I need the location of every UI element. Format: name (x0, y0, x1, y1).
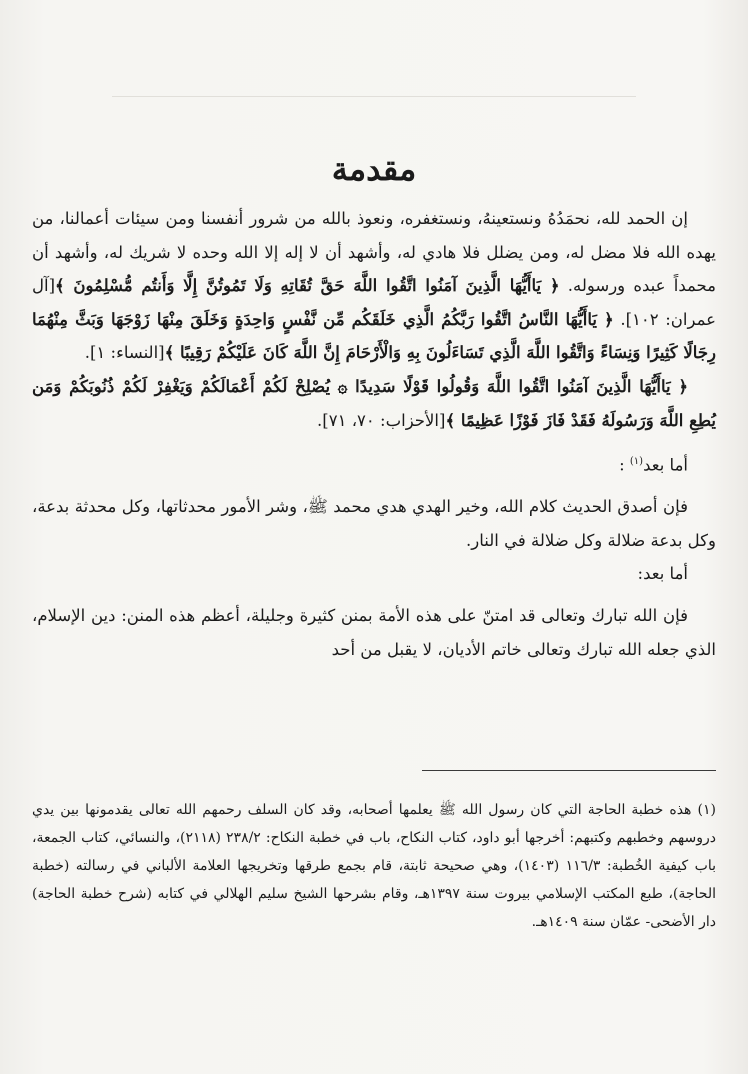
paragraph-quran (32, 370, 716, 437)
main-text (32, 202, 716, 666)
footnote-marker[interactable]: (١) (629, 456, 644, 468)
amma-baad-2: أما بعد: (637, 564, 688, 584)
quran-verse-1: ﴿ يَاأَيُّهَا الَّذِينَ آمَنُوا اتَّقُوا اللَّهَ حَقَّ تُقَاتِهِ وَلَا تَمُوتُنَّ إِلَّا وَأَنتُم مُّسْلِمُونَ ﴾ (55, 276, 560, 296)
opening-text: إن الحمد لله، نحمَدُهُ ونستعينهُ، ونستغفره، ونعوذ بالله من شرور أنفسنا ومن سيئات أعمالنا، من يهده الله فلا مضل له، ومن يضلل فلا هادي له، وأشهد أن لا إله إلا الله وحده لا شريك له، وأشهد أن محمداً عبده ورسوله. (32, 209, 717, 296)
paragraph-last: فإن الله تبارك وتعالى قد امتنّ على هذه الأمة بمنن كثيرة وجليلة، أعظم هذه المنن: دين الإسلام، الذي جعله الله تبارك وتعالى خاتم الأديان، لا يقبل من أحد (32, 606, 716, 659)
running-header-rule (112, 80, 636, 97)
footnote-divider (422, 770, 716, 771)
quran-verse-2: ﴿ يَاأَيُّهَا النَّاسُ اتَّقُوا رَبَّكُمُ الَّذِي خَلَقَكُم مِّن نَّفْسٍ وَاحِدَةٍ وَخَلَقَ مِنْهَا زَوْجَهَا وَبَثَّ مِنْهُمَا رِجَالًا كَثِيرًا وَنِسَاءً وَاتَّقُوا اللَّهَ الَّذِي تَسَاءَلُونَ بِهِ وَالْأَرْحَامَ إِنَّ اللَّهَ كَانَ عَلَيْكُمْ رَقِيبًا ﴾ (32, 309, 716, 363)
page-title: مقدمة (331, 150, 417, 188)
amma-baad-1-colon: : (619, 455, 625, 475)
amma-baad-1-text: أما بعد (643, 455, 688, 475)
footnotes (32, 796, 716, 936)
verse-ref-1: [آل عمران: ١٠٢]. (32, 276, 716, 329)
amma-baad-1 (32, 445, 716, 482)
footnote-1: (١) هذه خطبة الحاجة التي كان رسول الله ﷺ يعلمها أصحابه، وقد كان السلف رحمهم الله تعالى يقدمونها بين يدي دروسهم وخطبهم وكتبهم: أخرجها أبو داود، كتاب النكاح، باب في خطبة النكاح: ٢٣٨/٢ (٢١١٨)، والنسائي، كتاب الجمعة، باب كيفية الخُطبة: ١١٦/٣ (١٤٠٣)، وهي صحيحة ثابتة، قام بجمع طرقها وتخريجها العلامة الألباني في رسالته (خطبة الحاجة)، طبع المكتب الإسلامي بيروت سنة ١٣٩٧هـ، وقام بشرحها الشيخ سليم الهلالي في كتابه (شرح خطبة الحاجة) دار الأضحى- عمّان سنة ١٤٠٩هـ. (32, 802, 716, 930)
verse-ref-2: [النساء: ١]. (84, 343, 165, 363)
quran-verse-3: ﴿ يَاأَيُّهَا الَّذِينَ آمَنُوا اتَّقُوا اللَّهَ وَقُولُوا قَوْلًا سَدِيدًا ۞ يُصْلِحْ لَكُمْ أَعْمَالَكُمْ وَيَغْفِرْ لَكُمْ ذُنُوبَكُمْ وَمَن يُطِعِ اللَّهَ وَرَسُولَهُ فَقَدْ فَازَ فَوْزًا عَظِيمًا ﴾ (32, 376, 716, 430)
verse-ref-3: [الأحزاب: ٧٠، ٧١]. (317, 410, 446, 430)
paragraph-hadith: فإن أصدق الحديث كلام الله، وخير الهدي هدي محمد ﷺ، وشر الأمور محدثاتها، وكل محدثة بدعة، وكل بدعة ضلالة وكل ضلالة في النار. (32, 497, 716, 550)
paragraph-opening (32, 202, 716, 370)
